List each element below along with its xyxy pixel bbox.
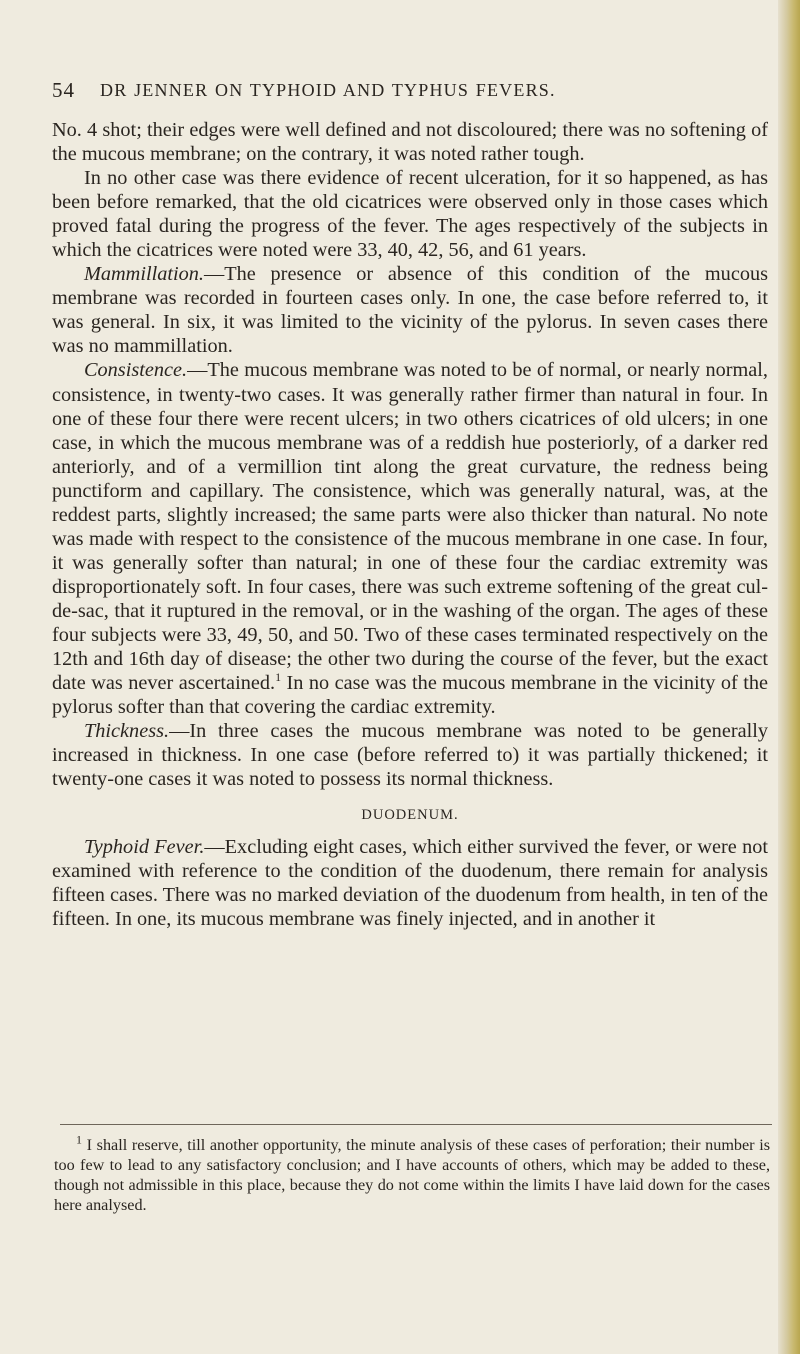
paragraph-mammillation: [52, 262, 768, 358]
typhoid-text: —Excluding eight cases, which either survived the fever, or were not examined with reference to the condition of the duodenum, there remain for analysis fifteen cases. There was no marked deviation of the duodenum from health, in ten of the fifteen. In one, its mucous membrane was finely injected, and in another it: [52, 836, 768, 931]
footnote: [54, 1132, 770, 1216]
consistence-text-continued: In no case was the mucous membrane in the vicinity of the pylorus softer than that covering the cardiac extremity.: [52, 672, 768, 719]
consistence-label: Consistence.: [84, 359, 188, 382]
paragraph-consistence: [52, 358, 768, 719]
mammillation-label: Mammillation.: [84, 263, 204, 286]
section-heading: DUODENUM.: [361, 807, 459, 824]
page-edge-shading: [778, 0, 800, 1354]
page-number: 54: [52, 78, 75, 102]
paragraph-1: No. 4 shot; their edges were well defined and not discoloured; there was no softening of the mucous membrane; on the contrary, it was noted rather tough.: [52, 119, 768, 166]
page-header: [52, 78, 742, 106]
footnote-reference: 1: [275, 670, 282, 685]
thickness-label: Thickness.: [84, 720, 170, 743]
footnote-marker: 1: [76, 1132, 82, 1147]
consistence-text: —The mucous membrane was noted to be of normal, or nearly normal, consistence, in twenty-two cases. It was generally rather firmer than natural in four. In one of these four there were recent ulcers; in two others cicatrices of old ulcers; in one case, in which the mucous membrane was of a reddish hue posteriorly, of a darker red anteriorly, and of a vermillion tint along the great curvature, the redness being punctiform and capillary. The consistence, which was generally natural, was, at the reddest parts, slightly increased; the same parts were also thicker than natural. No note was made with respect to the consistence of the mucous membrane in one case. In four, it was generally softer than natural; in one of these four the cardiac extremity was disproportionately soft. In four cases, there was such extreme softening of the great cul-de-sac, that it ruptured in the removal, or in the washing of the organ. The ages of these four subjects were 33, 49, 50, and 50. Two of these cases terminated respectively on the 12th and 16th day of disease; the other two during the course of the fever, but the exact date was never ascertained.: [52, 359, 768, 695]
thickness-text: —In three cases the mucous membrane was noted to be generally increased in thickness. In one case (before referred to) it was partially thickened; it twenty-one cases it was noted to possess its normal thickness.: [52, 720, 768, 791]
mammillation-text: —The presence or absence of this condition of the mucous membrane was recorded in fourteen cases only. In one, the case before referred to, it was general. In six, it was limited to the vicinity of the pylorus. In seven cases there was no mammillation.: [52, 263, 768, 358]
paragraph-typhoid: [52, 835, 768, 931]
footnote-divider: [60, 1124, 772, 1125]
typhoid-label: Typhoid Fever.: [84, 836, 205, 859]
body-text: [52, 118, 768, 932]
paragraph-thickness: [52, 719, 768, 791]
running-head: DR JENNER ON TYPHOID AND TYPHUS FEVERS.: [100, 80, 556, 100]
paragraph-2: In no other case was there evidence of recent ulceration, for it so happened, as has been before remarked, that the old cicatrices were observed only in those cases which proved fatal during the progress of the fever. The ages respectively of the subjects in which the cicatrices were noted were 33, 40, 42, 56, and 61 years.: [52, 167, 768, 262]
footnote-text: I shall reserve, till another opportunity, the minute analysis of these cases of perforation; their number is too few to lead to any satisfactory conclusion; and I have accounts of others, which may be added to these, though not admissible in this place, because they do not come within the limits I have laid down for the cases here analysed.: [54, 1136, 770, 1214]
